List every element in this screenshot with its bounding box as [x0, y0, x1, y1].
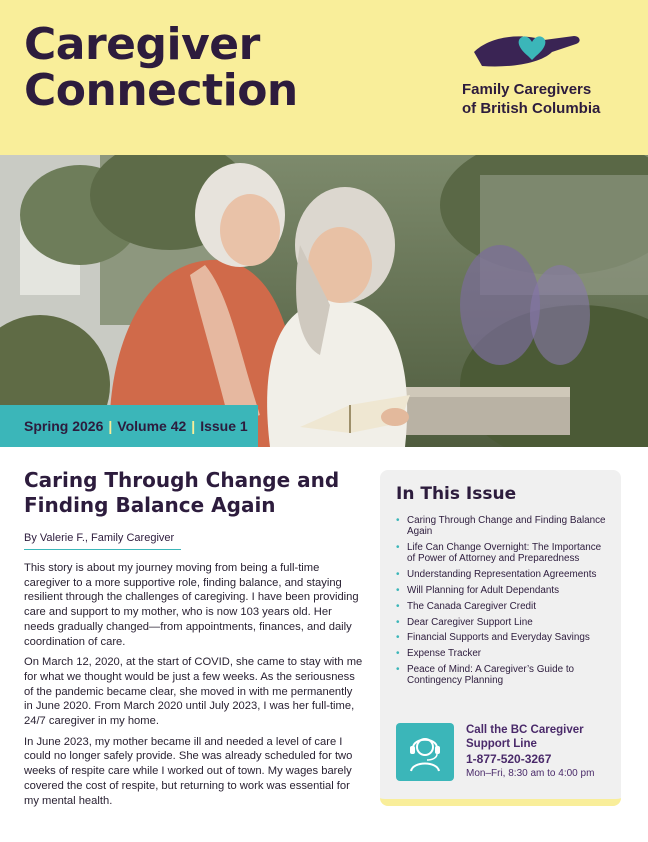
toc-item[interactable]: • The Canada Caregiver Credit	[396, 600, 536, 612]
bullet-icon: •	[396, 648, 400, 660]
article-byline: By Valerie F., Family Caregiver	[24, 532, 181, 550]
bullet-icon: •	[396, 663, 400, 675]
photo-two-women-reading-image	[0, 155, 648, 447]
toc-item[interactable]: • Expense Tracker	[396, 648, 482, 660]
table-of-contents	[396, 515, 611, 691]
headset-icon-tile	[396, 723, 454, 781]
bullet-icon: •	[396, 616, 400, 628]
article-paragraph: In June 2023, my mother became ill and needed a level of care I could no longer safely provide. She was already scheduled for two weeks of respite care while I worked out of town. My wages barely covered the cost of respite, but returning to work was essential for my mental health.	[24, 735, 353, 807]
toc-item[interactable]: • Will Planning for Adult Dependants	[396, 584, 560, 596]
bullet-icon: •	[396, 584, 400, 596]
bullet-icon: •	[396, 632, 400, 644]
separator: |	[108, 418, 113, 434]
toc-item[interactable]: • Peace of Mind: A Caregiver’s Guide to Contingency Planning	[396, 663, 575, 687]
article-title: Caring Through Change and Finding Balance Again	[24, 468, 340, 517]
toc-item[interactable]: • Financial Supports and Everyday Savings	[396, 632, 590, 644]
callout-title: Call the BC Caregiver Support Line	[466, 724, 584, 750]
toc-item[interactable]: • Understanding Representation Agreements	[396, 569, 597, 581]
support-phone-number[interactable]: 1-877-520-3267	[466, 752, 552, 766]
toc-item[interactable]: • Dear Caregiver Support Line	[396, 616, 533, 628]
issue-season: Spring 2026	[24, 418, 104, 434]
support-hours: Mon–Fri, 8:30 am to 4:00 pm	[466, 768, 595, 779]
in-this-issue-panel	[380, 470, 621, 806]
hero-photo	[0, 155, 648, 447]
issue-volume: Volume 42	[117, 418, 187, 434]
headset-icon	[396, 723, 454, 781]
separator: |	[191, 418, 196, 434]
support-line-callout	[396, 723, 616, 783]
newsletter-title: Caregiver Connection	[24, 19, 298, 116]
issue-info-band	[0, 405, 258, 447]
issue-number: Issue 1	[200, 418, 248, 434]
article-paragraph: This story is about my journey moving from being a full-time caregiver to a more supportive role, finding balance, and staying resilient through the challenges of caregiving. I have been providing care and support to my mother, who is now 103 years old. Her needs gradually changed—from appointments, finances, and daily coordination of care.	[24, 562, 359, 648]
feature-article	[24, 468, 364, 814]
bullet-icon: •	[396, 600, 400, 612]
article-paragraph: On March 12, 2020, at the start of COVID, she came to stay with me for what we thought would be just a few weeks. As the seriousness of the pandemic became clear, she moved in with me permanently in June 2020. From March 2020 until July 2023, I was her full-time, 24/7 caregiver in my home.	[24, 656, 363, 728]
heart-in-hand-logo-icon	[470, 30, 590, 70]
bullet-icon: •	[396, 542, 400, 554]
sidebar-title: In This Issue	[396, 484, 517, 504]
toc-item[interactable]: • Caring Through Change and Finding Balance Again	[396, 515, 606, 538]
masthead-banner	[0, 0, 648, 155]
bullet-icon: •	[396, 515, 400, 526]
toc-item[interactable]: • Life Can Change Overnight: The Importance of Power of Attorney and Preparedness	[396, 542, 602, 565]
bullet-icon: •	[396, 569, 400, 581]
organization-name: Family Caregivers of British Columbia	[462, 81, 601, 117]
